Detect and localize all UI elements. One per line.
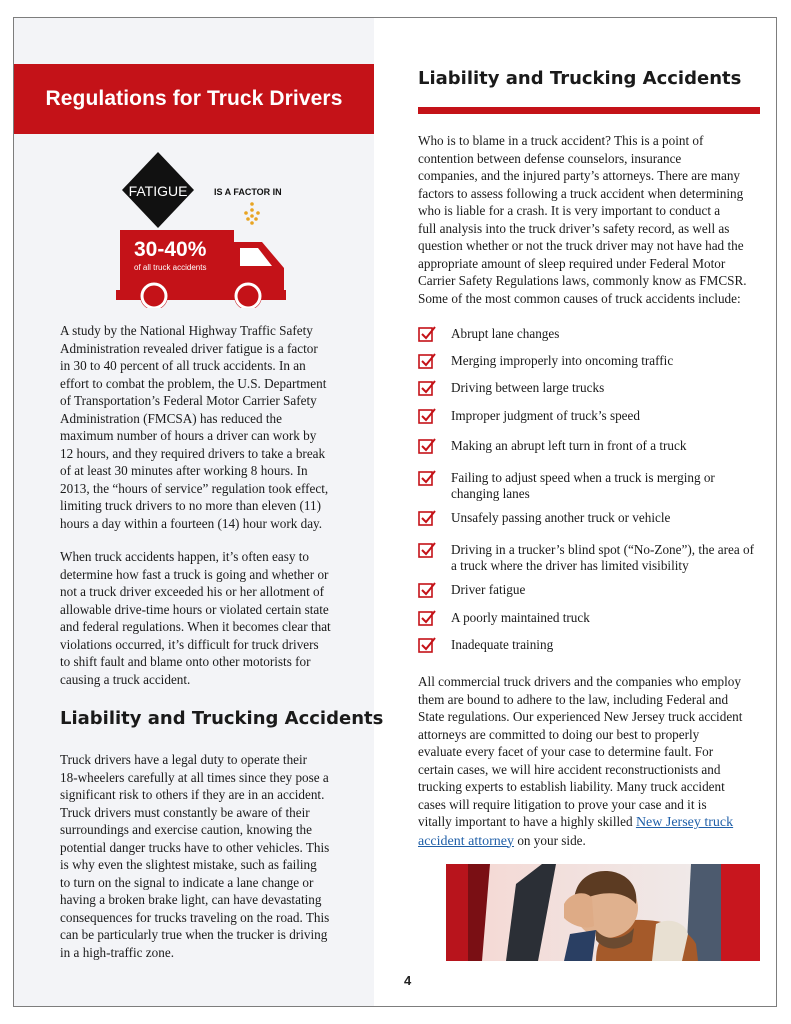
text-line: A poorly maintained truck <box>451 610 590 625</box>
tired-driver-photo <box>446 864 760 961</box>
speed-paragraph <box>60 548 350 688</box>
list-item-label <box>451 470 715 501</box>
text-line: changing lanes <box>451 485 530 501</box>
text-line: a truck where the driver has limited visibility <box>451 557 689 573</box>
list-item <box>418 326 763 343</box>
text-line: who is liable for a crash. It is very important to conduct a <box>418 203 721 218</box>
text-line: factors to assess following a truck accident when determining <box>418 185 744 201</box>
text-line: attorneys are committed to doing our best to properly <box>418 726 700 742</box>
list-item-label <box>451 326 559 342</box>
list-item-label <box>451 380 604 396</box>
percent-value: 30-40% <box>134 238 207 261</box>
checkbox-check-icon <box>418 469 437 487</box>
checkbox-check-icon <box>418 509 437 527</box>
text-line: Driving in a trucker’s blind spot (“No-Zone”), the area of <box>451 542 754 557</box>
list-item <box>418 510 763 527</box>
text-line: effort to combat the problem, the U.S. Department <box>60 375 327 391</box>
text-line: potential danger trucks have to other vehicles. This <box>60 839 330 855</box>
list-item-label <box>451 582 525 598</box>
text-line: is why even the slightest mistake, such as failing <box>60 857 317 872</box>
fatigue-paragraph <box>60 322 350 532</box>
text-line: Truck drivers must constantly be aware of their <box>60 804 310 820</box>
text-line: to shift fault and blame onto other motorists for <box>60 654 311 669</box>
checkbox-check-icon <box>418 541 437 559</box>
text-line: Abrupt lane changes <box>451 326 560 341</box>
section-banner <box>14 64 374 134</box>
page-number: 4 <box>404 973 412 988</box>
text-line: State regulations. Our experienced New Jersey truck accident <box>418 709 743 724</box>
text-line: Failing to adjust speed when a truck is merging or <box>451 470 715 485</box>
list-item-label <box>451 353 673 369</box>
link-text-1: New Jersey truck <box>635 815 734 830</box>
text-line: Truck drivers have a legal duty to operate their <box>60 752 308 767</box>
closing-paragraph <box>418 673 763 850</box>
right-section-heading: Liability and Trucking Accidents <box>418 68 742 89</box>
text-line: in 30 to 40 percent of all truck accidents. In an <box>60 358 306 373</box>
text-line: 2013, the “hours of service” regulation took effect, <box>60 480 329 496</box>
list-item <box>418 637 763 654</box>
text-line: surroundings and exercise caution, knowing the <box>60 822 312 837</box>
checkbox-check-icon <box>418 352 437 370</box>
text-line: can be particularly true when the trucker is driving <box>60 927 328 942</box>
text-line: Carrier Safety Regulations laws, commonly know as FMCSR. <box>418 273 747 288</box>
intro-paragraph <box>418 132 763 307</box>
list-item-label <box>451 610 590 626</box>
text-line: When truck accidents happen, it’s often easy to <box>60 549 310 564</box>
list-item-label <box>451 637 553 653</box>
text-line: 18-wheelers carefully at all times since they pose a <box>60 769 329 785</box>
text-line: cases will require litigation to prove your case and it is <box>418 796 707 812</box>
text-line: limiting truck drivers to no more than eleven (11) <box>60 498 321 513</box>
text-line: full analysis into the truck driver’s safety record, as well as <box>418 220 730 236</box>
text-line: Administration revealed driver fatigue is a factor <box>60 340 318 356</box>
list-item-label <box>451 542 754 573</box>
text-line: significant risk to others if they are in an accident. <box>60 787 325 802</box>
text-line: not a truck driver exceeded his or her allotment of <box>60 584 325 599</box>
text-line: them are bound to adhere to the law, including Federal and <box>418 691 729 707</box>
text-line: certain cases, we will hire accident reconstructionists and <box>418 761 721 777</box>
list-item <box>418 408 763 425</box>
list-item <box>418 470 763 501</box>
text-line: A study by the National Highway Traffic Safety <box>60 323 313 338</box>
text-line: violations occurred, it’s difficult for truck drivers <box>60 636 319 652</box>
text-line: appropriate amount of sleep required under Federal Motor <box>418 255 726 271</box>
text-line: Some of the most common causes of truck accidents include: <box>418 290 741 306</box>
list-item-label <box>451 408 640 424</box>
list-item-label <box>451 510 670 526</box>
text-line: Driving between large trucks <box>451 380 605 395</box>
text-line: in a high-traffic zone. <box>60 944 174 960</box>
text-line: question whether or not the truck driver may not have had the <box>418 238 744 253</box>
list-item <box>418 380 763 397</box>
left-section-heading: Liability and Trucking Accidents <box>60 708 384 729</box>
text-line: 12 hours, and they required drivers to take a break <box>60 445 326 461</box>
text-line: allowable drive-time hours or violated certain state <box>60 601 329 617</box>
text-line: Driver fatigue <box>451 582 526 597</box>
text-line: contention between defense counselors, insurance <box>418 150 682 166</box>
text-line: Making an abrupt left turn in front of a truck <box>451 438 687 453</box>
text-line: to turn on the signal to indicate a lane change or <box>60 874 314 890</box>
heading-rule <box>418 107 760 114</box>
fatigue-infographic <box>112 150 292 308</box>
percent-sub: of all truck accidents <box>134 263 207 272</box>
text-line: All commercial truck drivers and the companies who employ <box>418 674 741 689</box>
list-item <box>418 438 763 455</box>
duty-paragraph <box>60 751 350 961</box>
checkbox-check-icon <box>418 407 437 425</box>
fatigue-badge-label: FATIGUE <box>128 183 188 199</box>
text-line: Unsafely passing another truck or vehicle <box>451 510 671 525</box>
text-line: Administration (FMCSA) has reduced the <box>60 410 282 426</box>
checkbox-check-icon <box>418 581 437 599</box>
checkbox-check-icon <box>418 379 437 397</box>
text-line: hours a day within a fourteen (14) hour work day. <box>60 515 323 531</box>
text-line: Improper judgment of truck’s speed <box>451 408 640 423</box>
factor-caption: IS A FACTOR IN <box>214 187 282 197</box>
text-line: and federal regulations. When it becomes clear that <box>60 619 331 634</box>
text-line: Merging improperly into oncoming traffic <box>451 353 674 368</box>
checkbox-check-icon <box>418 636 437 654</box>
link-text-2: accident attorney <box>418 833 515 849</box>
checkbox-check-icon <box>418 325 437 343</box>
text-line: determine how fast a truck is going and whether or <box>60 566 329 582</box>
text-line: maximum number of hours a driver can work by <box>60 428 317 443</box>
closing-lead: vitally important to have a highly skilled <box>418 814 636 829</box>
arrow-dots-icon <box>244 202 260 225</box>
list-item <box>418 610 763 627</box>
list-item <box>418 353 763 370</box>
text-line: having a broken brake light, can have devastating <box>60 892 322 907</box>
text-line: of at least 30 minutes after working 8 hours. In <box>60 463 308 478</box>
text-line: evaluate every facet of your case to determine fault. For <box>418 744 714 759</box>
banner-title: Regulations for Truck Drivers <box>45 87 343 110</box>
closing-tail: on your side. <box>514 832 586 848</box>
checkbox-check-icon <box>418 437 437 455</box>
text-line: Inadequate training <box>451 637 554 652</box>
text-line: of Transportation’s Federal Motor Carrier Safety <box>60 393 317 408</box>
text-line: causing a truck accident. <box>60 671 191 687</box>
list-item <box>418 582 763 599</box>
text-line: companies, and the injured party’s attorneys. There are many <box>418 168 741 183</box>
closing-lines <box>418 674 742 812</box>
checkbox-check-icon <box>418 609 437 627</box>
list-item-label <box>451 438 686 454</box>
text-line: consequences for trucks traveling on the road. This <box>60 909 330 925</box>
list-item <box>418 542 763 573</box>
text-line: trucking experts to establish liability. Many truck accident <box>418 779 725 794</box>
text-line: Who is to blame in a truck accident? This is a point of <box>418 133 704 148</box>
